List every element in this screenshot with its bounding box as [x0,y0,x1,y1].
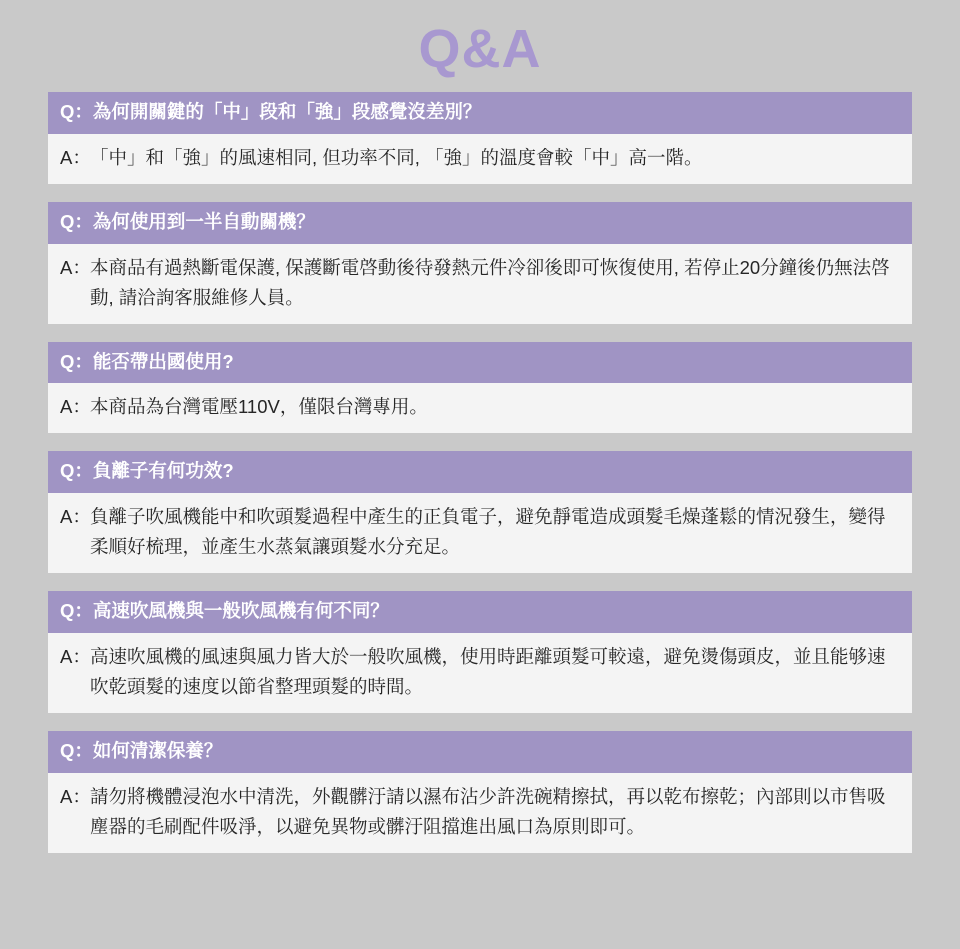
answer-text: 請勿將機體浸泡水中清洗，外觀髒汙請以濕布沾少許洗碗精擦拭，再以乾布擦乾；內部則以市售吸塵器的毛刷配件吸淨，以避免異物或髒汙阻擋進出風口為原則即可。 [90,785,886,837]
faq-answer [48,383,912,433]
faq-item [48,342,912,434]
faq-question: Q：負離子有何功效? [48,451,912,493]
answer-label: A： [60,645,91,667]
faq-item [48,591,912,713]
answer-label: A： [60,146,91,168]
faq-question: Q：為何開關鍵的「中」段和「強」段感覺沒差別？ [48,92,912,134]
faq-question: Q：能否帶出國使用? [48,342,912,384]
faq-answer [48,493,912,573]
faq-item [48,202,912,324]
faq-answer [48,773,912,853]
answer-label: A： [60,506,91,528]
answer-text: 本商品有過熱斷電保護, 保護斷電啓動後待發熱元件冷卻後即可恢復使用, 若停止20分鐘後仍無法啓動, 請洽詢客服維修人員。 [90,256,890,308]
faq-item [48,92,912,184]
faq-list [48,92,912,853]
faq-answer [48,244,912,324]
faq-question: Q：高速吹風機與一般吹風機有何不同？ [48,591,912,633]
faq-item [48,731,912,853]
answer-text: 負離子吹風機能中和吹頭髮過程中產生的正負電子，避免靜電造成頭髮毛燥蓬鬆的情況發生，變得柔順好梳理，並產生水蒸氣讓頭髮水分充足。 [90,506,886,558]
answer-label: A： [60,396,91,418]
faq-item [48,451,912,573]
page-title: Q&A [418,19,542,79]
faq-answer [48,134,912,184]
faq-question: Q：如何清潔保養？ [48,731,912,773]
answer-label: A： [60,256,91,278]
answer-text: 高速吹風機的風速與風力皆大於一般吹風機，使用時距離頭髮可較遠，避免燙傷頭皮，並且能够速吹乾頭髮的速度以節省整理頭髮的時間。 [90,645,886,697]
faq-question: Q：為何使用到一半自動關機？ [48,202,912,244]
answer-text: 本商品為台灣電壓110V，僅限台灣專用。 [90,396,428,418]
answer-label: A： [60,785,91,807]
faq-answer [48,633,912,713]
answer-text: 「中」和「強」的風速相同, 但功率不同, 「強」的溫度會較「中」高一階。 [90,146,703,168]
